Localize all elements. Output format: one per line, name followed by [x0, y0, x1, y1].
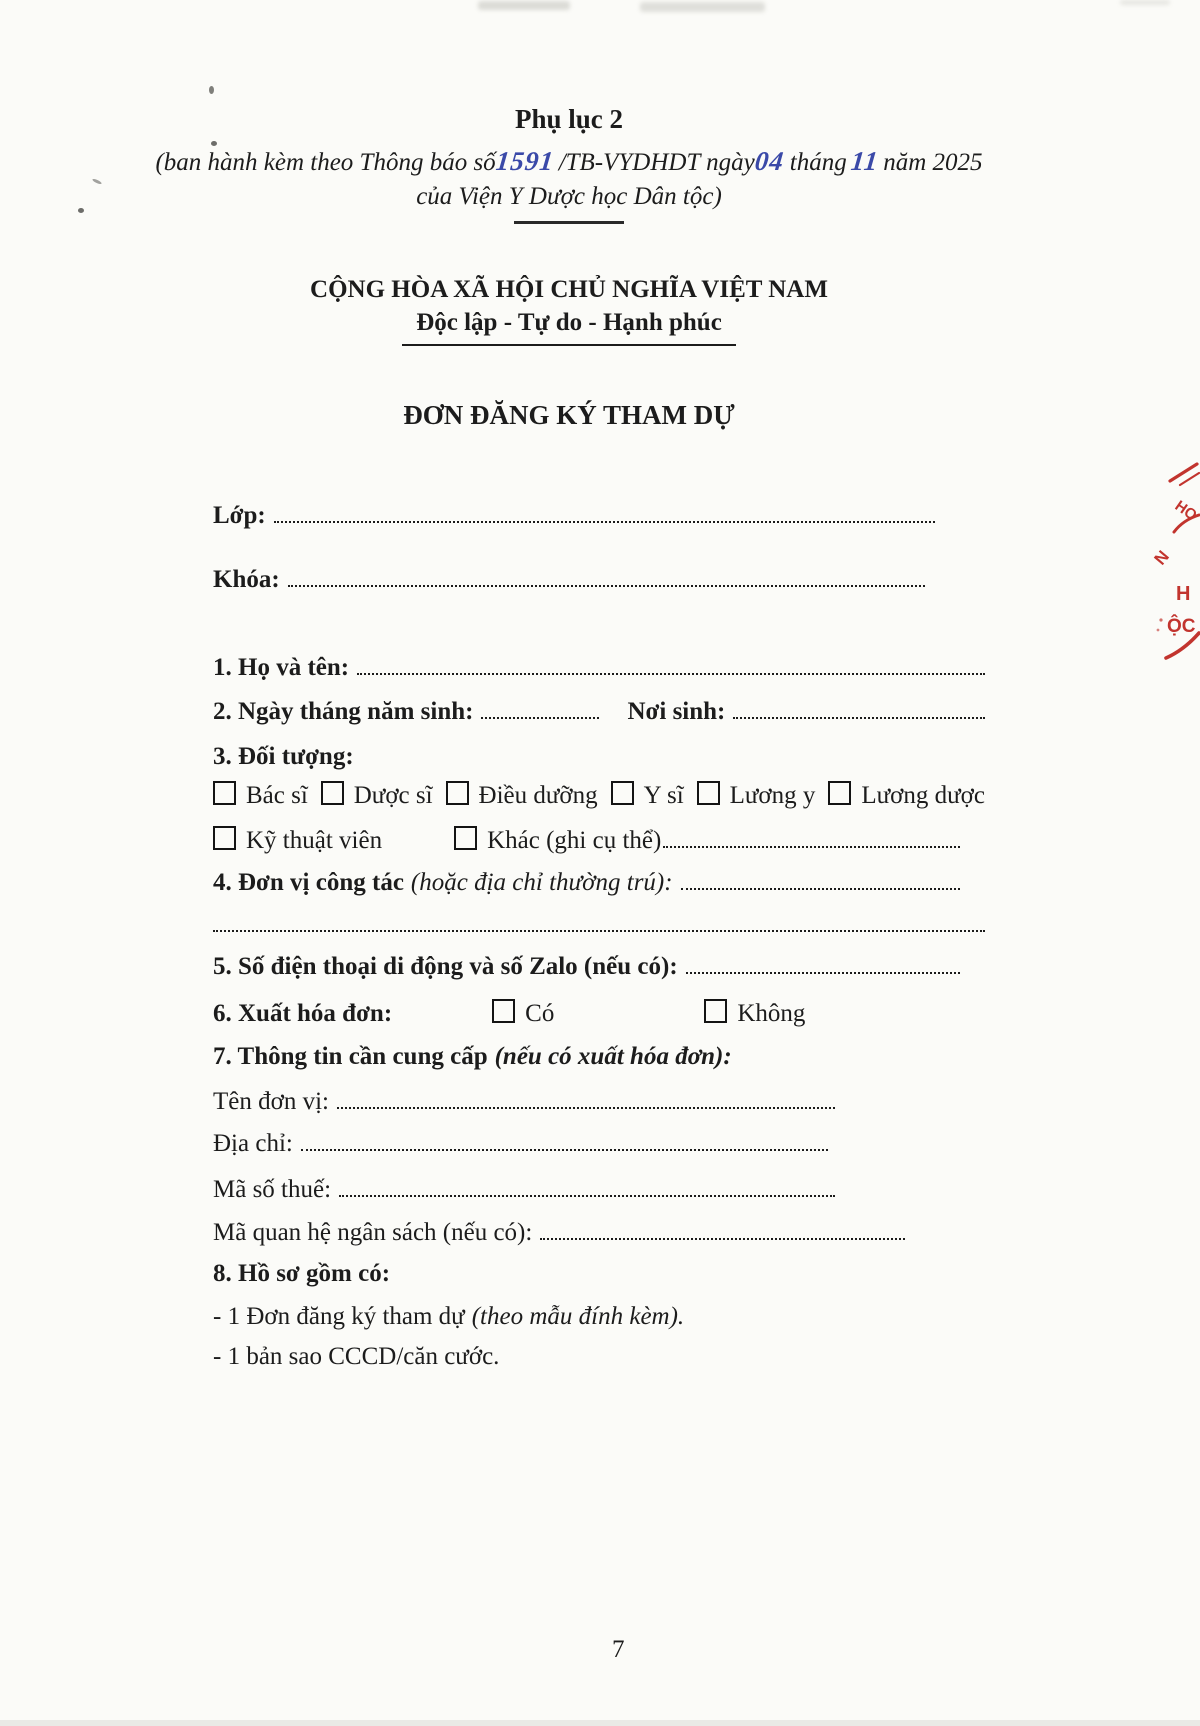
field-lop-line — [213, 500, 935, 532]
handwritten-month: 11 — [849, 146, 880, 176]
option-label: Lương dược — [861, 782, 985, 809]
diachi-label: Địa chỉ: — [213, 1130, 293, 1157]
hoso-item2: - 1 bản sao CCCD/căn cước. — [213, 1343, 500, 1370]
stamp-letter: N — [1150, 546, 1173, 569]
option-y-si — [611, 779, 684, 812]
field-hoadon-line — [213, 997, 985, 1030]
dienthoai-label: 5. Số điện thoại di động và số Zalo (nếu có): — [213, 953, 678, 980]
scan-artifact — [1120, 0, 1170, 5]
hoten-fill — [357, 670, 985, 675]
noisinh-label: Nơi sinh: — [627, 698, 726, 725]
stamp-letter: HO — [1171, 497, 1200, 525]
stamp-letter: H — [1176, 583, 1191, 605]
option-label: Dược sĩ — [353, 782, 433, 809]
option-luong-y — [697, 779, 816, 812]
field-thongtin-line — [213, 1041, 985, 1073]
dienthoai-fill — [686, 969, 960, 974]
option-ky-thuat-vien — [213, 824, 382, 857]
stamp-arc — [1170, 464, 1197, 481]
form-title: ĐƠN ĐĂNG KÝ THAM DỰ — [403, 400, 735, 430]
page-number: 7 — [612, 1636, 625, 1663]
checkbox-dieu-duong[interactable] — [446, 781, 469, 805]
checkbox-khong[interactable] — [704, 999, 727, 1023]
lop-fill — [274, 518, 935, 523]
khoa-label: Khóa: — [213, 566, 280, 593]
checkbox-luong-y[interactable] — [697, 781, 720, 805]
option-label: Kỹ thuật viên — [246, 827, 383, 854]
lop-label: Lớp: — [213, 502, 266, 529]
khoa-fill — [288, 582, 925, 587]
hoso-item1-note: (theo mẫu đính kèm). — [471, 1303, 685, 1330]
doituong-options-row1 — [213, 779, 985, 812]
hoten-label: 1. Họ và tên: — [213, 654, 350, 681]
option-label: Không — [737, 1000, 806, 1027]
national-motto-line2 — [0, 309, 1138, 346]
doituong-options-row2 — [213, 824, 960, 857]
hoadon-label: 6. Xuất hóa đơn: — [213, 1000, 393, 1027]
field-hoten-line — [213, 652, 985, 684]
option-label: Có — [525, 1000, 555, 1027]
field-ngaysinh-line — [213, 696, 985, 728]
checkbox-y-si[interactable] — [611, 781, 634, 805]
option-khac — [454, 824, 661, 857]
field-diachi-line — [213, 1128, 828, 1160]
field-tendonvi-line — [213, 1086, 835, 1118]
issuance-suffix: năm 2025 — [883, 149, 983, 176]
hoso-item1: - 1 Đơn đăng ký tham dự — [213, 1303, 465, 1330]
field-donvi-line — [213, 867, 960, 899]
checkbox-duoc-si[interactable] — [321, 781, 344, 805]
checkbox-khac[interactable] — [454, 826, 477, 850]
donvi-note: (hoặc địa chỉ thường trú): — [410, 869, 673, 896]
diachi-fill — [301, 1146, 828, 1151]
hoso-item2-line — [213, 1341, 985, 1373]
doituong-label: 3. Đối tượng: — [213, 743, 354, 770]
maquanhe-label: Mã quan hệ ngân sách (nếu có): — [213, 1219, 533, 1246]
appendix-title: Phụ lục 2 — [514, 104, 624, 134]
scan-artifact — [640, 2, 765, 12]
handwritten-day: 04 — [753, 146, 786, 176]
option-duoc-si — [321, 779, 433, 812]
field-maquanhe-line — [213, 1217, 905, 1249]
ngaysinh-fill — [481, 714, 599, 719]
stamp-speck — [1157, 629, 1160, 632]
hoso-item1-line — [213, 1301, 985, 1333]
masothue-fill — [339, 1192, 835, 1197]
field-hoso-line — [213, 1258, 985, 1290]
khac-fill — [663, 843, 960, 848]
maquanhe-fill — [540, 1235, 905, 1240]
hoso-label: 8. Hồ sơ gồm có: — [213, 1260, 391, 1287]
option-label: Y sĩ — [643, 782, 684, 809]
checkbox-co[interactable] — [492, 999, 515, 1023]
scan-edge-shadow — [0, 1720, 1200, 1726]
donvi-fill-line2 — [213, 903, 985, 932]
field-khoa-line — [213, 564, 925, 596]
option-co — [492, 997, 554, 1030]
option-dieu-duong — [446, 779, 598, 812]
tendonvi-label: Tên đơn vị: — [213, 1088, 329, 1115]
field-dienthoai-line — [213, 951, 960, 983]
header-divider — [514, 221, 624, 224]
official-stamp-partial — [1150, 460, 1200, 665]
option-label: Bác sĩ — [246, 782, 308, 809]
ngaysinh-label: 2. Ngày tháng năm sinh: — [213, 698, 474, 725]
tendonvi-fill — [337, 1104, 835, 1109]
issuance-line2: của Viện Y Dược học Dân tộc) — [416, 183, 722, 210]
checkbox-ky-thuat-vien[interactable] — [213, 826, 236, 850]
scan-speck — [209, 86, 214, 94]
handwritten-notice-number: 1591 — [494, 146, 556, 176]
stamp-speck — [1159, 618, 1162, 621]
scan-artifact — [478, 1, 570, 10]
option-label: Lương y — [729, 782, 816, 809]
thongtin-note: (nếu có xuất hóa đơn): — [494, 1043, 732, 1070]
issuance-mid1: /TB-VYDHDT ngày — [558, 149, 755, 176]
motto-underlined-text: Độc lập - Tự do - Hạnh phúc — [402, 309, 736, 346]
option-label: Điều dưỡng — [478, 782, 598, 809]
national-motto-line1: CỘNG HÒA XÃ HỘI CHỦ NGHĨA VIỆT NAM — [310, 276, 828, 303]
stamp-letter: ỘC — [1167, 616, 1196, 637]
option-bac-si — [213, 779, 308, 812]
issuance-prefix: (ban hành kèm theo Thông báo số — [155, 149, 496, 176]
masothue-label: Mã số thuế: — [213, 1176, 332, 1203]
thongtin-label: 7. Thông tin cần cung cấp — [213, 1043, 488, 1070]
option-label: Khác (ghi cụ thể) — [487, 827, 662, 854]
field-masothue-line — [213, 1174, 835, 1206]
issuance-line — [0, 146, 1138, 177]
issuance-mid2: tháng — [789, 149, 847, 176]
option-luong-duoc — [828, 779, 985, 812]
checkbox-luong-duoc[interactable] — [828, 781, 851, 805]
option-khong — [704, 997, 805, 1030]
noisinh-fill — [733, 714, 985, 719]
donvi-label: 4. Đơn vị công tác — [213, 869, 404, 896]
donvi-fill — [681, 885, 960, 890]
checkbox-bac-si[interactable] — [213, 781, 236, 805]
field-doituong-line — [213, 741, 985, 773]
